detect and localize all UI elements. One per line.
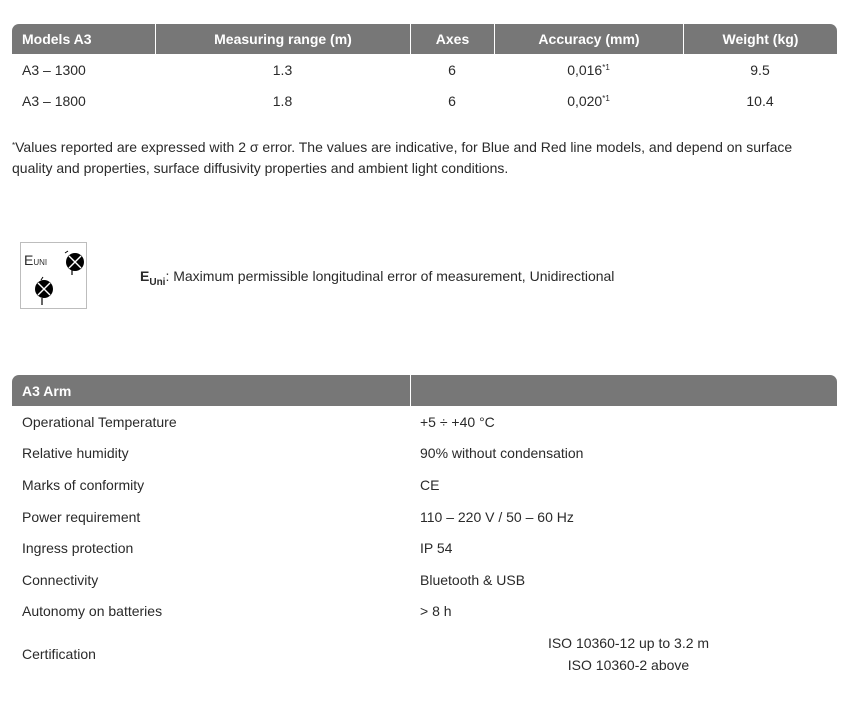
specs-table-header	[12, 375, 837, 406]
header-axes: Axes	[410, 24, 494, 54]
target-sphere-icon	[21, 243, 88, 310]
table-row	[12, 532, 837, 564]
table-row	[12, 564, 837, 596]
euni-diagram	[20, 242, 87, 309]
euni-diagram-label: EUNI	[24, 252, 48, 268]
accuracy-footnote-marker: *1	[602, 63, 610, 72]
spec-value: +5 ÷ +40 °C	[420, 413, 495, 430]
spec-value: > 8 h	[420, 603, 452, 620]
euni-description: : Maximum permissible longitudinal error of measurement, Unidirectional	[165, 268, 615, 284]
axes-cell: 6	[448, 61, 456, 78]
table-row	[12, 438, 837, 470]
footnote-marker: *	[12, 141, 16, 150]
footnote	[12, 137, 832, 179]
spec-value	[410, 627, 837, 681]
spec-label: Connectivity	[22, 571, 99, 588]
table-row	[12, 54, 837, 85]
table-row	[12, 469, 837, 501]
accuracy-cell	[494, 85, 683, 116]
weight-cell: 9.5	[750, 61, 770, 78]
spec-value: CE	[420, 476, 440, 493]
spec-value: Bluetooth & USB	[420, 571, 526, 588]
certification-line-1: ISO 10360-12 up to 3.2 m	[547, 635, 710, 652]
range-cell: 1.3	[272, 61, 293, 78]
spec-value: IP 54	[420, 540, 453, 557]
model-cell: A3 – 1800	[22, 92, 86, 109]
table-row	[12, 501, 837, 533]
header-accuracy: Accuracy (mm)	[494, 24, 683, 54]
accuracy-value: 0,016	[567, 61, 603, 78]
header-models: Models A3	[22, 31, 92, 47]
spec-label: Certification	[22, 646, 96, 663]
footnote-line-1: Values reported are expressed with 2 σ error. The values are indicative, for Blue and Red line models, and depend on surface	[15, 139, 793, 155]
header-value	[410, 375, 837, 406]
model-cell: A3 – 1300	[22, 61, 86, 78]
table-row	[12, 596, 837, 628]
spec-label: Ingress protection	[22, 540, 134, 557]
models-table	[12, 24, 837, 116]
table-row	[12, 406, 837, 438]
accuracy-footnote-marker: *1	[602, 94, 610, 103]
euni-definition	[140, 268, 614, 288]
weight-cell: 10.4	[746, 92, 774, 109]
range-cell: 1.8	[272, 92, 293, 109]
specs-table	[12, 375, 837, 681]
euni-symbol: $E_{Uni}$	[140, 268, 166, 288]
certification-line-2: ISO 10360-2 above	[567, 657, 690, 674]
spec-value: 90% without condensation	[420, 445, 584, 462]
models-table-header	[12, 24, 837, 54]
spec-label: Relative humidity	[22, 445, 129, 462]
table-row	[12, 627, 837, 681]
accuracy-cell	[494, 54, 683, 85]
header-measuring-range: Measuring range (m)	[155, 24, 410, 54]
footnote-line-2: quality and properties, surface diffusivity properties and ambient light conditions.	[12, 160, 509, 176]
spec-label: Marks of conformity	[22, 476, 145, 493]
table-row	[12, 85, 837, 116]
header-a3-arm: A3 Arm	[22, 382, 72, 399]
spec-value: 110 – 220 V / 50 – 60 Hz	[420, 508, 574, 525]
spec-label: Power requirement	[22, 508, 141, 525]
axes-cell: 6	[448, 92, 456, 109]
header-weight: Weight (kg)	[683, 24, 837, 54]
spec-label: Operational Temperature	[22, 413, 177, 430]
spec-label: Autonomy on batteries	[22, 603, 163, 620]
accuracy-value: 0,020	[567, 92, 603, 109]
